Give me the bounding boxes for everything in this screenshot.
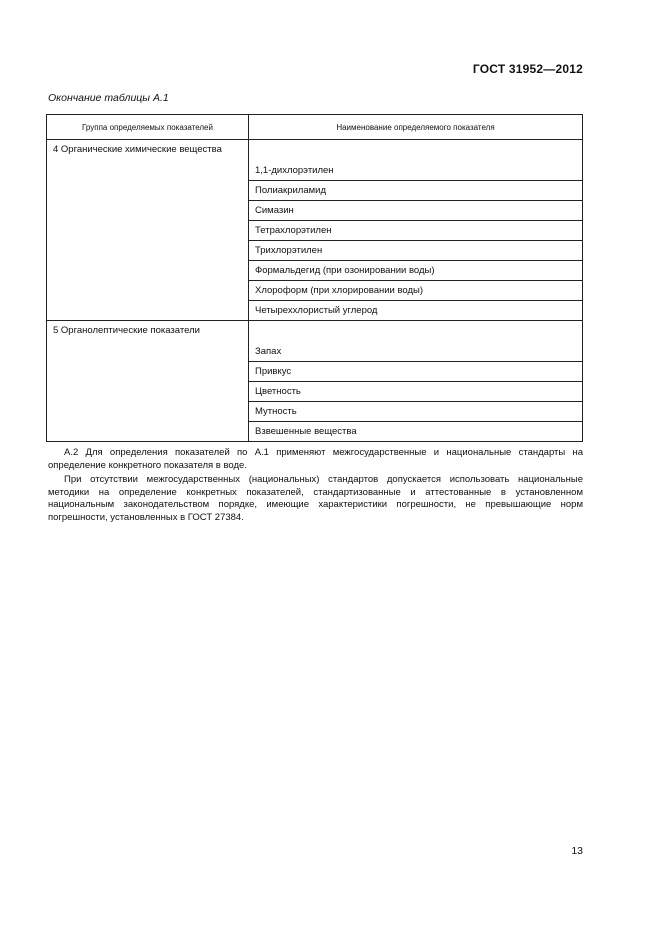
indicator-cell: Симазин (249, 201, 583, 221)
indicator-cell: Трихлорэтилен (249, 241, 583, 261)
indicator-cell: Запах (249, 321, 583, 362)
indicator-cell: 1,1-дихлорэтилен (249, 140, 583, 181)
indicator-cell: Четыреххлористый углерод (249, 301, 583, 321)
document-code: ГОСТ 31952—2012 (472, 62, 583, 76)
table-row (47, 140, 583, 181)
indicator-cell: Хлороформ (при хлорировании воды) (249, 281, 583, 301)
indicator-cell: Мутность (249, 402, 583, 422)
table-row (47, 321, 583, 362)
paragraph-national-methods: При отсутствии межгосударственных (национальных) стандартов допускается использовать национальные методики на определение конкретных показателей, стандартизованные и аттестованные в установленном национальным законодательством порядке, имеющие характеристики погрешности, не превышающие норм погрешности, установленных в ГОСТ 27384. (48, 474, 583, 523)
indicator-cell: Привкус (249, 362, 583, 382)
page-number: 13 (571, 845, 583, 857)
table-header-row (47, 115, 583, 140)
paragraph-a2: А.2 Для определения показателей по А.1 применяют межгосударственные и национальные стандарты на определение конкретного показателя в воде. (48, 447, 583, 471)
indicator-cell: Взвешенные вещества (249, 422, 583, 442)
indicators-table (46, 114, 583, 442)
column-header-group: Группа определяемых показателей (47, 115, 249, 140)
indicator-cell: Полиакриламид (249, 181, 583, 201)
indicator-cell: Формальдегид (при озонировании воды) (249, 261, 583, 281)
indicator-cell: Тетрахлорэтилен (249, 221, 583, 241)
group-name-cell: 5 Органолептические показатели (47, 321, 249, 442)
indicator-cell: Цветность (249, 382, 583, 402)
group-name-cell: 4 Органические химические вещества (47, 140, 249, 321)
column-header-indicator: Наименование определяемого показателя (249, 115, 583, 140)
table-caption: Окончание таблицы А.1 (48, 92, 169, 104)
